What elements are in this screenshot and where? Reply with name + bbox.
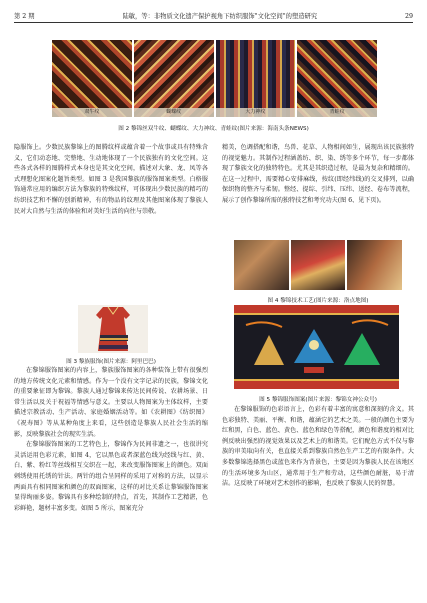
pattern-panel-butterfly (134, 40, 214, 117)
paragraph: 在黎锦服饰的色彩语言上，色彩有着丰富的寓意和深刻的含义。其色彩独特、美丽、平衡、和谐，蕴涵它的艺术之美。一般的颜色主要为红和黑，白色、蓝色、黄色、蓝色和绿色等搭配，颜色和谐度的相对比例反映出强烈的视觉效果以及艺术上的和谐美。它们配色方式不仅与黎族的审美取向有关，也直接关系到黎族自然色生产工艺的有限条件。大多数黎锦选择黑色或蓝色来作为背景色，主要是因为黎族人民在该地区的生活环境多为山区，通常用于生产和劳动，这些颜色耐脏，易于清洁。这反映了环境对艺术创作的影响，也反映了黎族人民的智慧。 (222, 406, 414, 488)
figure-2-patterns (52, 40, 377, 117)
running-title: 陆敏，等：非物质文化遗产保护视角下纺织服饰"文化空间"的塑造研究 (122, 13, 318, 20)
paragraph: 在黎锦服饰图案的工艺特色上，黎锦作为民间非遗之一，也很讲究灵活运用色彩元素，如图 4，它以黑色或者深蓝色线为经线与红、黄、白、紫、粉红等丝线相互交织在一起，来改变服饰图案上的颜色。双面刺绣使用托绣的针法。两针的组合呈同样的采用了对称的方法，以显示两面具有相同图案和颜色的双面图案，这样的对比关系让黎锦服饰图案显得绚丽多姿。黎锦具有多种绘制的特点，首先，其制作工艺精湛，色彩鲜艳，题材丰富多变。如图 5 所示，图案充分 (14, 441, 208, 512)
figure-5-pattern-photo (234, 305, 399, 389)
pattern-label: 蝴蝶纹 (134, 108, 214, 117)
pattern-panel-frog (297, 40, 377, 117)
figure-5-caption: 图 5 黎锦服饰图案(图片来源：黎锦女神公众号) (259, 397, 377, 403)
pattern-label: 大力神纹 (216, 108, 296, 117)
weaving-photo (291, 240, 346, 290)
figure-4-weaving-photos (234, 240, 402, 290)
figure-3-caption: 图 3 黎族服饰(图片来源：阿里巴巴) (66, 359, 156, 365)
header-rule (14, 22, 413, 23)
figure-2-caption: 图 2 黎锦丝双牛纹、蝴蝶纹、大力神纹、青蛙纹(图片来源：海南头条NEWS) (118, 126, 309, 132)
figure-3-dress-photo (78, 305, 148, 353)
pattern-label: 双牛纹 (52, 108, 132, 117)
weaving-photo (234, 240, 289, 290)
pattern-panel-double-ox (52, 40, 132, 117)
paragraph: 精美，色调搭配和谐，鸟兽、花草、人物相间如生，展现出该民族独特的视觉魅力。其制作过程涵盖纺、织、染、绣等多个环节，每一步都体现了黎族文化的独特特色。尤其是其织造过程，是最为复杂和精细的。在这一过程中，需要精心安排麻线，按纹(即经纬线)的交叉排列，以确保织物的整齐与柔韧。整经、提综、引纬、压纬、送经、卷布等流程，展示了创作黎锦所需的独特技艺和考究功夫(图 6、见下页)。 (222, 144, 414, 204)
left-column-bottom (14, 366, 208, 514)
pattern-panel-strongman (216, 40, 296, 117)
pattern-label: 青蛙纹 (297, 108, 377, 117)
paragraph: 在黎锦服饰图案的内容上，黎族服饰图案的各种装饰上带有很强烈的地方传统文化元素和情感。作为一个没有文字记录的民族，黎锦文化的重要象征即为黎锦。黎族人通过黎锦来传达民间传说、农耕场景、日常生活以及关于祝福等情感与意义。主要以人物图案为主体纹样，主要描述宗教活动、生产活动、家庭婚姻活动等。如《农耕图》《纺织图》《祝寿图》等从某种角度上来看，这些创造是黎族人民社会生活的缩影，反映黎族社会的现实生活。 (14, 367, 208, 438)
page-number: 29 (404, 13, 413, 20)
left-column-top (14, 143, 208, 217)
paragraph: 隐服饰上。少数民族黎锦上的图腾纹样或蕴含着一个故事或具有特殊含义，它们动态地、完整地、生动地体现了一个民族独有的文化空间。这些各式各样的图腾样式本身也是其文化空间，描述对大象、龙、凤等各式理想化图案化题旨类型。如图 3 是我国黎族的服饰图案类型。白格服饰通常应用的编织方法为黎族的特殊纹样，可体现出少数民族的精巧的纺织技艺和不懈的创新精神，有的物品的纹理及其他图案体现了黎族人民对大自然与生活的体验和对美好生活的向往与崇敬。 (14, 144, 208, 215)
right-column-bottom (222, 405, 414, 490)
weaving-photo (347, 240, 402, 290)
running-header (14, 8, 413, 20)
figure-4-caption: 图 4 黎锦技术工艺(图片来源：洛点地图) (267, 298, 369, 304)
right-column-top (222, 143, 414, 207)
issue-number: 第 2 期 (14, 13, 35, 20)
